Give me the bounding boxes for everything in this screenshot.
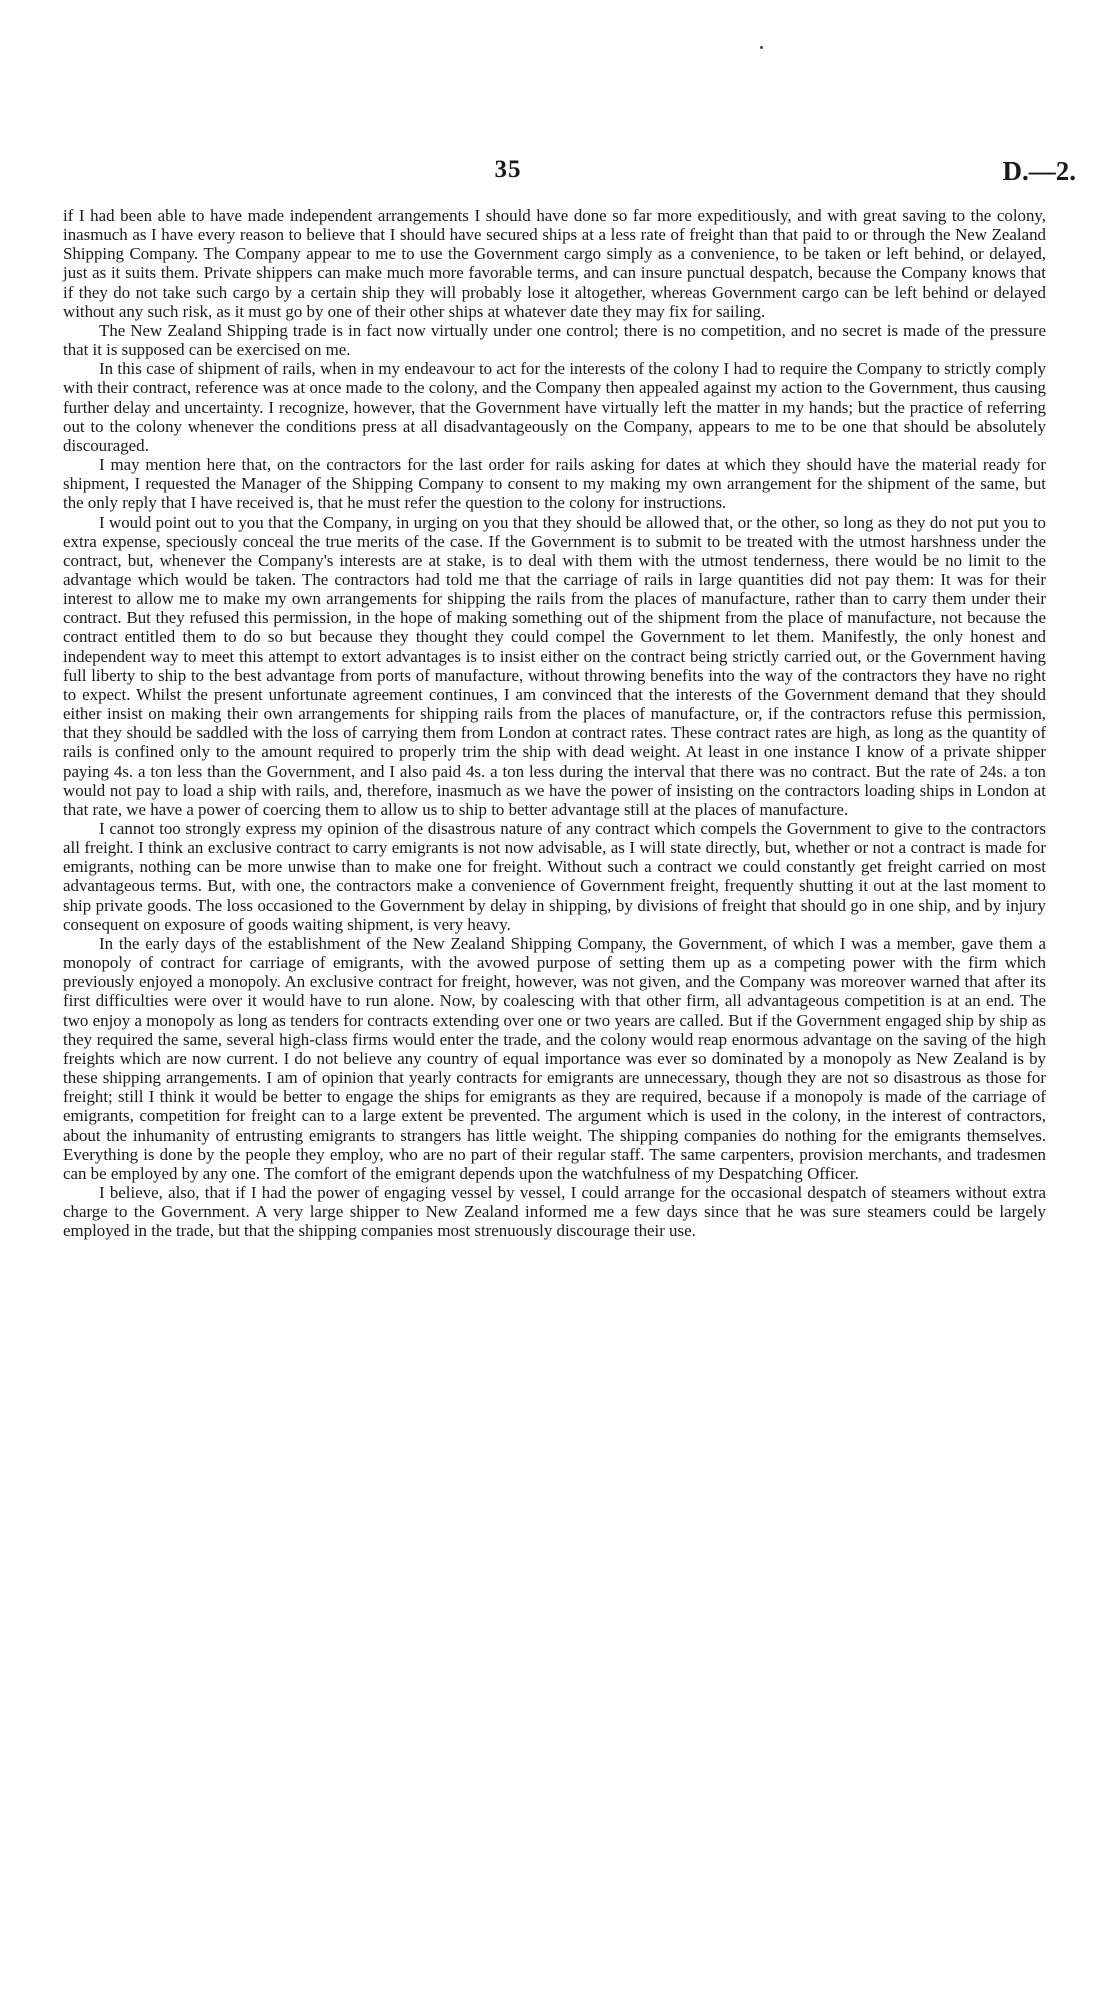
scan-speck — [760, 46, 763, 49]
paragraph-6: I cannot too strongly express my opinion of the disastrous nature of any contract which compels the Government to give to the contractors all freight. I think an exclusive contract to carry emigrants is not now advisable, as I will state directly, but, whether or not a contract is made for emigrants, nothing can be more unwise than to make one for freight. Without such a contract we could constantly get freight carried on most advantageous terms. But, with one, the contractors make a convenience of Government freight, frequently shutting it out at the last moment to ship private goods. The loss occasioned to the Government by delay in shipping, by divisions of freight that should go in one ship, and by injury consequent on exposure of goods waiting shipment, is very heavy. — [63, 819, 1046, 934]
document-reference: D.—2. — [1002, 156, 1076, 186]
paragraph-4: I may mention here that, on the contractors for the last order for rails asking for dates at which they should have the material ready for shipment, I requested the Manager of the Shipping Company to consent to my making my own arrangement for the shipment of the same, but the only reply that I have received is, that he must refer the question to the colony for instructions. — [63, 455, 1046, 513]
paragraph-1: if I had been able to have made independent arrangements I should have done so far more expeditiously, and with great saving to the colony, inasmuch as I have every reason to believe that I should have secured ships at a less rate of freight than that paid to or through the New Zealand Shipping Company. The Company appear to me to use the Government cargo simply as a convenience, to be taken or left behind, or delayed, just as it suits them. Private shippers can make much more favorable terms, and can insure punctual despatch, because the Company knows that if they do not take such cargo by a certain ship they will probably lose it altogether, whereas Government cargo can be left behind or delayed without any such risk, as it must go by one of their other ships at whatever date they may fix for sailing. — [63, 206, 1046, 321]
paragraph-8: I believe, also, that if I had the power of engaging vessel by vessel, I could arrange for the occasional despatch of steamers without extra charge to the Government. A very large shipper to New Zealand informed me a few days since that he was sure steamers could be largely employed in the trade, but that the shipping companies most strenuously discourage their use. — [63, 1182, 1046, 1241]
paragraph-7: In the early days of the establishment of the New Zealand Shipping Company, the Government, of which I was a member, gave them a monopoly of contract for carriage of emigrants, with the avowed purpose of setting them up as a competing power with the firm which previously enjoyed a monopoly. An exclusive contract for freight, however, was not given, and the Company was moreover warned that after its first difficulties were over it would have to run alone. Now, by coalescing with that other firm, all advantageous competition is at an end. The two enjoy a monopoly as long as tenders for contracts extending over one or two years are called. But if the Government engaged ship by ship as they required the same, several high-class firms would enter the trade, and the colony would reap enormous advantage on the saving of the high freights which are now current. I do not believe any country of equal importance was ever so dominated by a monopoly as New Zealand is by these shipping arrangements. I am of opinion that yearly contracts for emigrants are unnecessary, though they are not so disastrous as those for freight; still I think it would be better to engage the ships for emigrants as they are required, because if a monopoly is made of the carriage of emigrants, competition for freight can to a large extent be prevented. The argument which is used in the colony, in the interest of contractors, about the inhumanity of entrusting emigrants to strangers has little weight. The shipping companies do nothing for the emigrants themselves. Everything is done by the people they employ, who are no part of their regular staff. The same carpenters, provision merchants, and tradesmen can be employed by any one. The comfort of the emigrant depends upon the watchfulness of my Despatching Officer. — [63, 933, 1046, 1183]
page-number: 35 — [494, 156, 522, 183]
body-text — [63, 206, 1046, 1240]
paragraph-3: In this case of shipment of rails, when in my endeavour to act for the interests of the colony I had to require the Company to strictly comply with their contract, reference was at once made to the colony, and the Company then appealed against my action to the Government, thus causing further delay and uncertainty. I recognize, however, that the Government have virtually left the matter in my hands; but the practice of referring out to the colony whenever the conditions press at all disadvantageously on the Company, appears to me to be one that should be absolutely discouraged. — [63, 359, 1046, 455]
page-header — [64, 156, 1106, 190]
paragraph-5: I would point out to you that the Company, in urging on you that they should be allowed that, or the other, so long as they do not put you to extra expense, speciously conceal the true merits of the case. If the Government is to submit to be treated with the utmost harshness under the contract, but, whenever the Company's interests are at stake, is to deal with them with the utmost tenderness, there would be no limit to the advantage which would be taken. The contractors had told me that the carriage of rails in large quantities did not pay them: It was for their interest to allow me to make my own arrangements for shipping the rails from the places of manufacture, rather than to carry them under their contract. But they refused this permission, in the hope of making something out of the shipment from the place of manufacture, not because the contract entitled them to do so but because they thought they could compel the Government to let them. Manifestly, the only honest and independent way to meet this attempt to extort advantages is to insist either on the contract being strictly carried out, or the Government having full liberty to ship to the best advantage from ports of manufacture, without throwing benefits into the way of the contractors they have no right to expect. Whilst the present unfortunate agreement continues, I am convinced that the interests of the Government demand that they should either insist on making their own arrangements for shipping rails from the places of manufacture, or, if the contractors refuse this permission, that they should be saddled with the loss of carrying them from London at contract rates. These contract rates are high, as long as the quantity of rails is confined only to the amount required to properly trim the ship with dead weight. At least in one instance I know of a private shipper paying 4s. a ton less than the Government, and I also paid 4s. a ton less during the interval that there was no contract. But the rate of 24s. a ton would not pay to load a ship with rails, and, therefore, inasmuch as we have the power of insisting on the contractors loading ships in London at that rate, we have a power of coercing them to allow us to ship to better advantage still at the places of manufacture. — [63, 512, 1046, 819]
paragraph-2: The New Zealand Shipping trade is in fact now virtually under one control; there is no competition, and no secret is made of the pressure that it is supposed can be exercised on me. — [63, 320, 1046, 360]
